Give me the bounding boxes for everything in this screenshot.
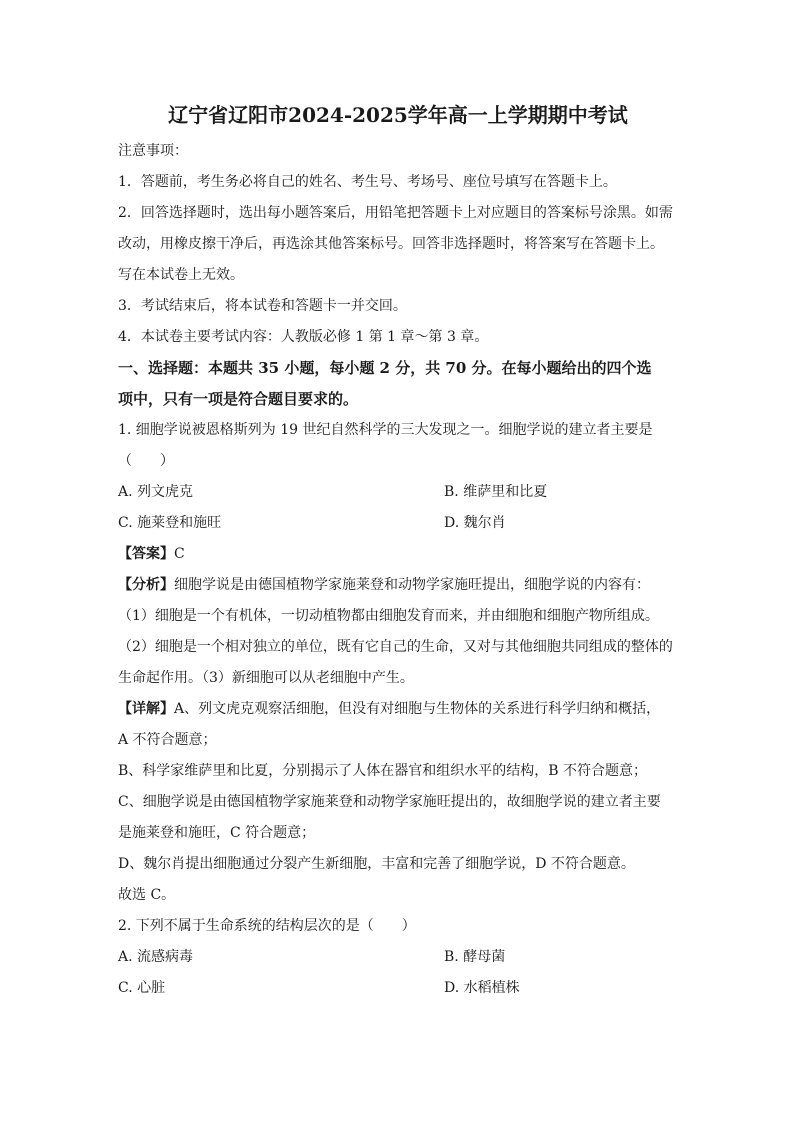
q1-analysis-line-2: （1）细胞是一个有机体，一切动植物都由细胞发育而来，并由细胞和细胞产物所组成。 bbox=[118, 608, 659, 624]
q1-option-b: B. 维萨里和比夏 bbox=[444, 484, 548, 500]
exam-title: 辽宁省辽阳市2024-2025学年高一上学期期中考试 bbox=[168, 103, 628, 127]
q1-stem: 1. 细胞学说被恩格斯列为 19 世纪自然科学的三大发现之一。细胞学说的建立者主要是 bbox=[118, 422, 653, 438]
notice-item-2-cont: 改动，用橡皮擦干净后，再选涂其他答案标号。回答非选择题时，将答案写在答题卡上。 bbox=[118, 236, 664, 252]
q1-options-row-2 bbox=[118, 508, 678, 539]
document-page bbox=[118, 100, 678, 1004]
q2-option-b: B. 酵母菌 bbox=[444, 949, 506, 965]
q2-option-a: A. 流感病毒 bbox=[118, 949, 194, 965]
q1-option-d: D. 魏尔肖 bbox=[444, 515, 506, 531]
q2-option-c: C. 心脏 bbox=[118, 980, 166, 996]
q1-detail-line-3: B、科学家维萨里和比夏，分别揭示了人体在器官和组织水平的结构，B 不符合题意； bbox=[118, 763, 648, 779]
q2-stem: 2. 下列不属于生命系统的结构层次的是（ ） bbox=[118, 918, 416, 934]
q1-detail-line-6: D、魏尔肖提出细胞通过分裂产生新细胞，丰富和完善了细胞学说，D 不符合题意。 bbox=[118, 856, 635, 872]
q2-options-row-1 bbox=[118, 942, 678, 973]
q1-detail-line-2: A 不符合题意； bbox=[118, 732, 217, 748]
answer-value: C bbox=[174, 546, 185, 562]
q1-answer bbox=[118, 539, 678, 570]
q2-option-d: D. 水稻植株 bbox=[444, 980, 520, 996]
notice-section bbox=[118, 136, 678, 353]
q1-options-row-1 bbox=[118, 477, 678, 508]
notice-item-2: 2．回答选择题时，选出每小题答案后，用铅笔把答题卡上对应题目的答案标号涂黑。如需 bbox=[118, 205, 673, 221]
section-heading-line-2: 项中，只有一项是符合题目要求的。 bbox=[118, 390, 359, 408]
question-2 bbox=[118, 911, 678, 1004]
q1-detail-line-4: C、细胞学说是由德国植物学家施莱登和动物学家施旺提出的，故细胞学说的建立者主要 bbox=[118, 794, 661, 810]
q1-detail bbox=[118, 694, 678, 725]
q1-analysis-line-4: 生命起作用。（3）新细胞可以从老细胞中产生。 bbox=[118, 670, 414, 686]
q1-option-c: C. 施莱登和施旺 bbox=[118, 515, 222, 531]
analysis-tag: 【分析】 bbox=[118, 577, 174, 593]
detail-tag: 【详解】 bbox=[118, 701, 174, 717]
q2-options-row-2 bbox=[118, 973, 678, 1004]
detail-text: A、列文虎克观察活细胞，但没有对细胞与生物体的关系进行科学归纳和概括， bbox=[174, 701, 661, 717]
notice-item-4: 4．本试卷主要考试内容：人教版必修 1 第 1 章～第 3 章。 bbox=[118, 329, 489, 345]
question-1 bbox=[118, 415, 678, 911]
q1-conclusion: 故选 C。 bbox=[118, 887, 176, 903]
notice-item-1: 1．答题前，考生务必将自己的姓名、考生号、考场号、座位号填写在答题卡上。 bbox=[118, 174, 617, 190]
q1-stem-blank: （ ） bbox=[118, 453, 174, 469]
q1-detail-line-5: 是施莱登和施旺，C 符合题意； bbox=[118, 825, 316, 841]
notice-item-2-end: 写在本试卷上无效。 bbox=[118, 267, 244, 283]
q1-analysis bbox=[118, 570, 678, 601]
q1-analysis-line-3: （2）细胞是一个相对独立的单位，既有它自己的生命，又对与其他细胞共同组成的整体的 bbox=[118, 639, 673, 655]
answer-tag: 【答案】 bbox=[118, 546, 174, 562]
analysis-text: 细胞学说是由德国植物学家施莱登和动物学家施旺提出，细胞学说的内容有： bbox=[174, 577, 650, 593]
section-heading-line-1: 一、选择题：本题共 35 小题，每小题 2 分，共 70 分。在每小题给出的四个选 bbox=[118, 359, 652, 377]
notice-heading: 注意事项： bbox=[118, 143, 188, 159]
q1-option-a: A. 列文虎克 bbox=[118, 484, 194, 500]
notice-item-3: 3．考试结束后，将本试卷和答题卡一并交回。 bbox=[118, 298, 407, 314]
